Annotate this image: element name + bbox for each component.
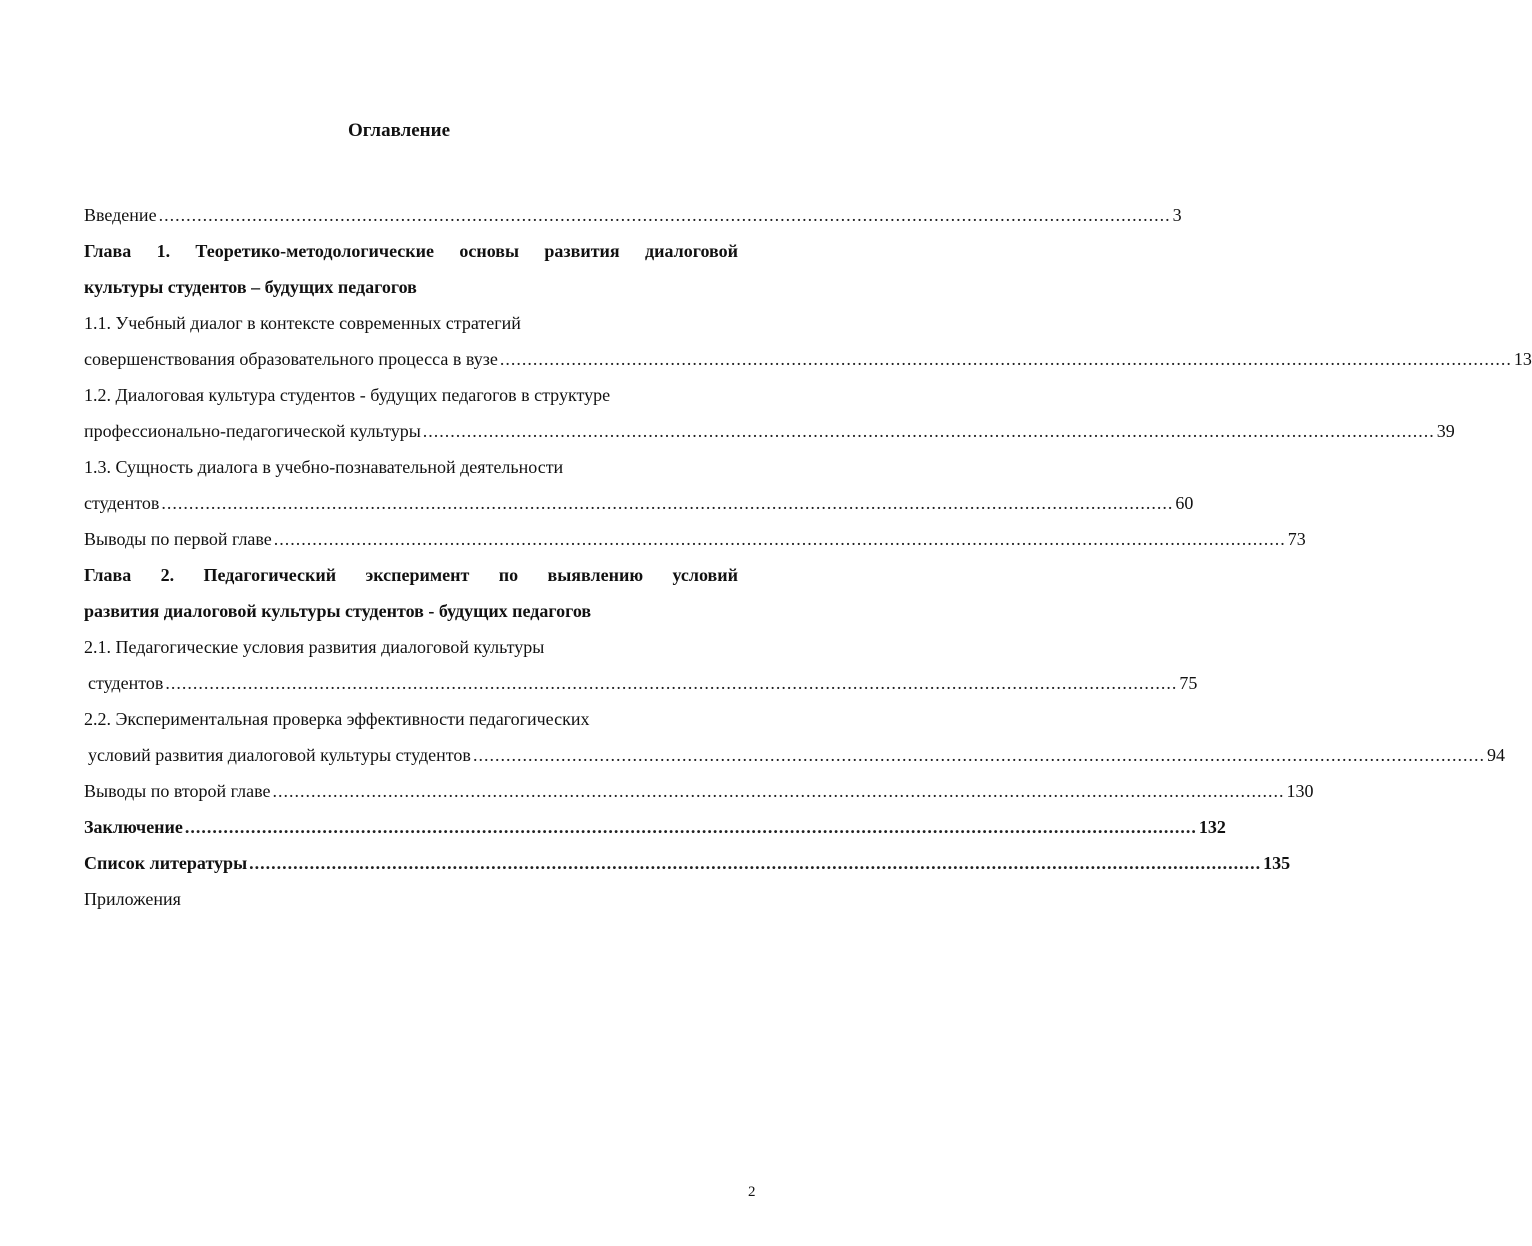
toc-entry-chapter-1-line-1 [84,226,738,262]
toc-entry-page: 39 [1436,421,1455,441]
toc-entry-1-2-line-1 [84,370,738,406]
dot-leader: ........................................................................................................................................................................................ [272,781,1285,801]
toc-entry-page: 13 [1513,349,1532,369]
toc-entry-label: Глава 2. Педагогический эксперимент по выявлению условий [84,565,738,585]
table-of-contents [84,190,1532,910]
toc-entry-label: 1.1. Учебный диалог в контексте современных стратегий [84,313,521,333]
toc-entry-label: Заключение [84,817,183,837]
toc-entry-page: 94 [1486,745,1505,765]
page-title: Оглавление [347,120,451,141]
toc-entry-2-2-line-1 [84,694,738,730]
dot-leader: ........................................................................................................................................................................................ [184,817,1197,837]
toc-entry-page: 60 [1175,493,1194,513]
toc-entry-label: 2.2. Экспериментальная проверка эффективности педагогических [84,709,590,729]
toc-entry-label: совершенствования образовательного процесса в вузе [84,349,498,369]
toc-entry-conclusions-2 [84,766,1314,802]
toc-entry-label: студентов [88,673,164,693]
dot-leader: ........................................................................................................................................................................................ [249,853,1262,873]
toc-entry-page: 3 [1172,205,1182,225]
toc-entry-page: 132 [1198,817,1226,837]
toc-entry-label: Глава 1. Теоретико-методологические основы развития диалоговой [84,241,738,261]
toc-entry-2-1-line-1 [84,622,738,658]
toc-entry-page: 130 [1286,781,1314,801]
toc-entry-introduction [84,190,1182,226]
toc-entry-1-1-line-1 [84,298,738,334]
toc-entry-page: 73 [1287,529,1306,549]
toc-entry-conclusions-1 [84,514,1306,550]
toc-entry-conclusion [84,802,1226,838]
toc-entry-chapter-1-line-2 [84,262,738,298]
toc-entry-1-2-line-2 [84,406,1455,442]
toc-entry-label: 2.1. Педагогические условия развития диалоговой культуры [84,637,545,657]
dot-leader: ........................................................................................................................................................................................ [161,493,1174,513]
toc-entry-label: Приложения [84,889,181,909]
toc-entry-label: 1.2. Диалоговая культура студентов - будущих педагогов в структуре [84,385,611,405]
toc-entry-label: 1.3. Сущность диалога в учебно-познавательной деятельности [84,457,564,477]
toc-entry-label: Выводы по второй главе [84,781,271,801]
toc-entry-appendices [84,874,738,910]
toc-entry-label: условий развития диалоговой культуры студентов [88,745,471,765]
toc-entry-label: Введение [84,205,157,225]
toc-entry-2-1-line-2 [84,658,1198,694]
toc-entry-label: Выводы по первой главе [84,529,272,549]
toc-entry-label: студентов [84,493,160,513]
dot-leader: ........................................................................................................................................................................................ [165,673,1178,693]
toc-entry-1-1-line-2 [84,334,1532,370]
dot-leader: ........................................................................................................................................................................................ [472,745,1485,765]
toc-entry-page: 75 [1179,673,1198,693]
toc-entry-label: профессионально-педагогической культуры [84,421,421,441]
toc-entry-label: развития диалоговой культуры студентов - будущих педагогов [84,601,592,621]
toc-entry-label: культуры студентов – будущих педагогов [84,277,417,297]
toc-entry-page: 135 [1263,853,1291,873]
dot-leader: ........................................................................................................................................................................................ [499,349,1512,369]
toc-entry-1-3-line-2 [84,478,1194,514]
toc-entry-1-3-line-1 [84,442,738,478]
page-number: 2 [748,1184,756,1200]
dot-leader: ........................................................................................................................................................................................ [158,205,1171,225]
toc-entry-chapter-2-line-1 [84,550,738,586]
toc-entry-chapter-2-line-2 [84,586,738,622]
dot-leader: ........................................................................................................................................................................................ [422,421,1435,441]
dot-leader: ........................................................................................................................................................................................ [273,529,1286,549]
toc-entry-2-2-line-2 [84,730,1505,766]
toc-entry-references [84,838,1291,874]
toc-entry-label: Список литературы [84,853,248,873]
